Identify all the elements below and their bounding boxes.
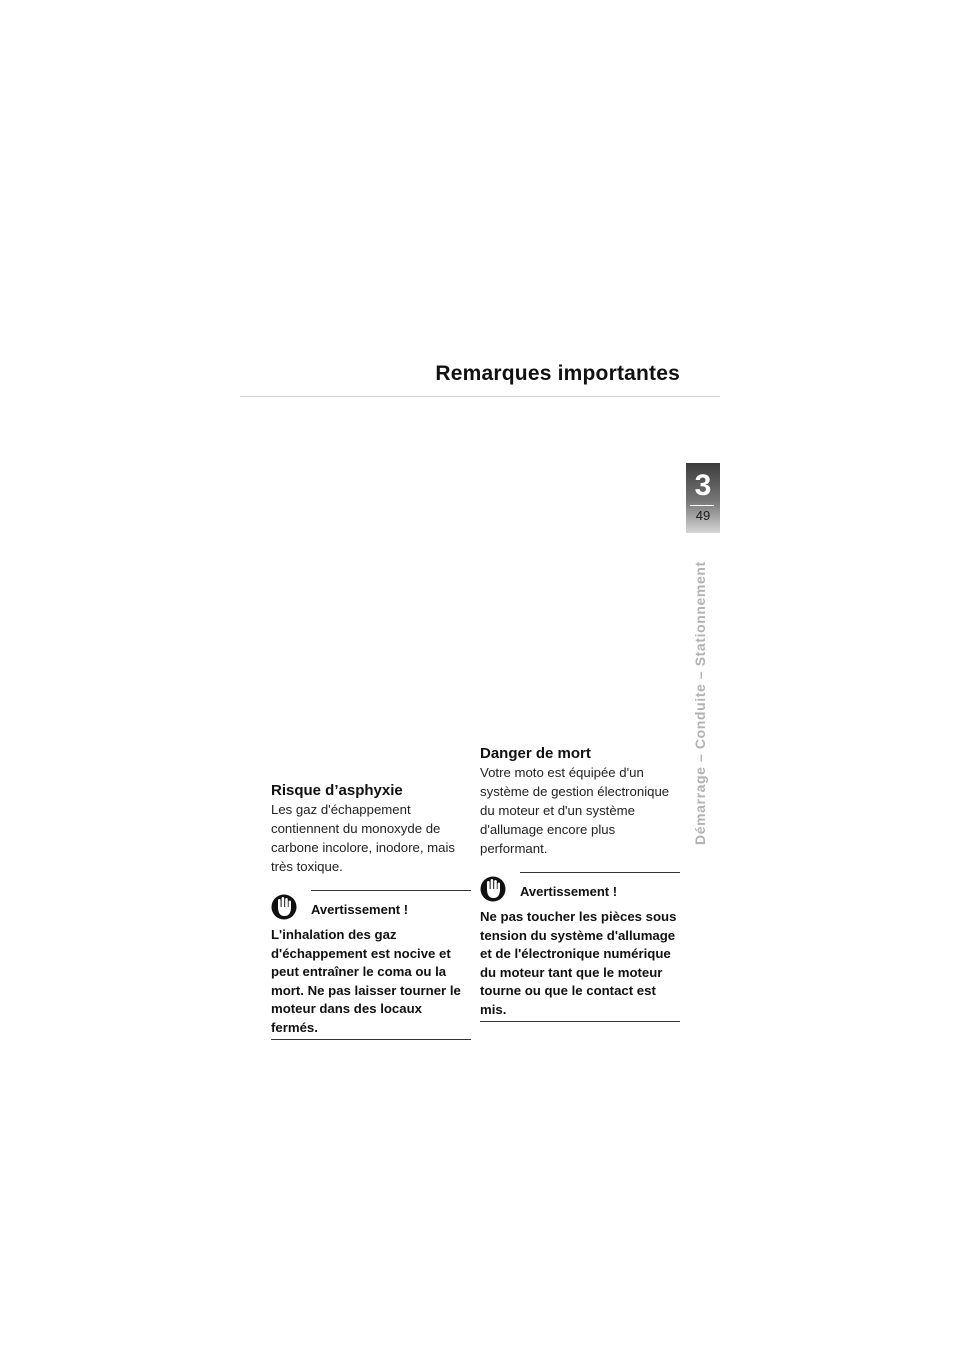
section-body: Votre moto est équipée d'un système de gestion électronique du moteur et d'un système d'allumage encore plus performant. — [480, 765, 670, 856]
chapter-number: 3 — [694, 469, 712, 502]
chapter-side-label: Démarrage – Conduite – Stationnement — [692, 561, 708, 845]
section-danger — [480, 745, 680, 1022]
section-heading: Risque d’asphyxie — [271, 782, 403, 799]
page-title: Remarques importantes — [435, 362, 680, 385]
warning-text: Ne pas toucher les pièces sous tension du système d'allumage et de l'électronique numérique du moteur tant que le moteur tourne ou que le contact est mis. — [480, 908, 680, 1022]
warning-box — [271, 890, 471, 1040]
warning-label: Avertissement ! — [311, 902, 409, 917]
warning-box — [480, 872, 680, 1022]
section-heading: Danger de mort — [480, 745, 591, 762]
chapter-divider — [690, 505, 714, 506]
warning-hand-icon — [271, 890, 297, 922]
warning-hand-icon — [480, 872, 506, 904]
warning-text: L'inhalation des gaz d'échappement est nocive et peut entraîner le coma ou la mort. Ne pas laisser tourner le moteur dans des locaux fermés. — [271, 926, 471, 1040]
section-body: Les gaz d'échappement contiennent du monoxyde de carbone incolore, inodore, mais très toxique. — [271, 802, 455, 874]
page-number: 49 — [695, 508, 711, 523]
warning-label: Avertissement ! — [520, 884, 618, 899]
title-divider — [240, 396, 720, 397]
section-asphyxia — [271, 782, 471, 1040]
